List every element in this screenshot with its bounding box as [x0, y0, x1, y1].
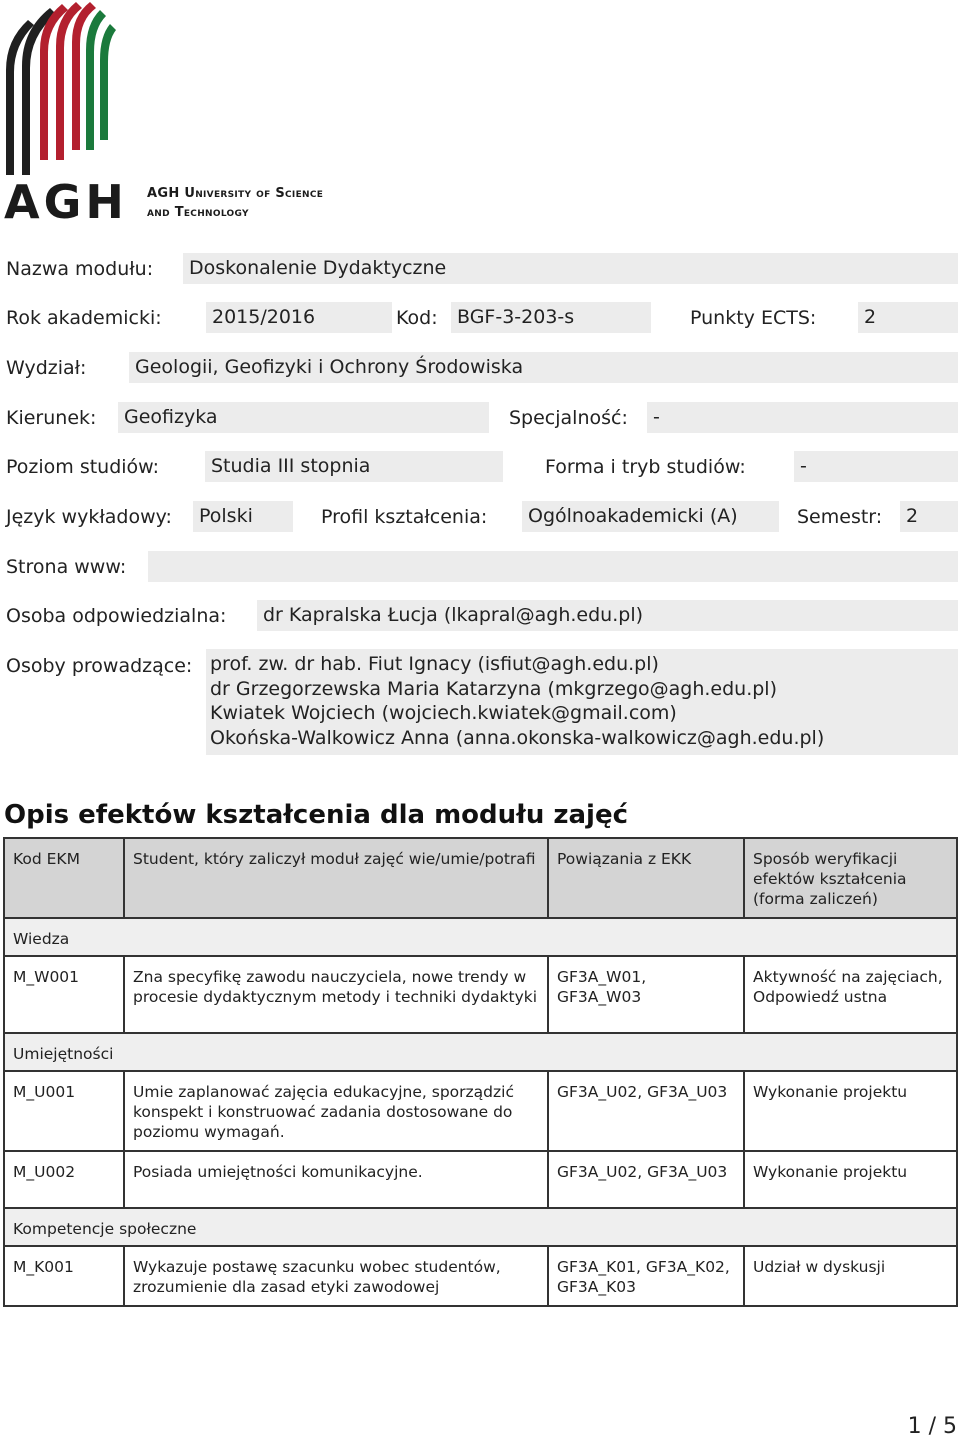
- field-of-study-value: Geofizyka: [118, 402, 489, 433]
- cell-code: M_W001: [4, 956, 124, 1033]
- field-of-study-label: Kierunek:: [6, 407, 97, 429]
- faculty-label: Wydział:: [6, 357, 87, 379]
- cell-ekk: GF3A_W01, GF3A_W03: [548, 956, 744, 1033]
- table-row: [4, 1071, 957, 1151]
- academic-year-value: 2015/2016: [206, 302, 392, 333]
- group-title: Umiejętności: [4, 1033, 957, 1071]
- instructor-4: Okońska-Walkowicz Anna (anna.okonska-walkowicz@agh.edu.pl): [210, 726, 825, 749]
- agh-logo-emblem: [0, 0, 130, 175]
- semester-value: 2: [900, 501, 958, 532]
- header-student: Student, który zaliczył moduł zajęć wie/umie/potrafi: [124, 838, 548, 918]
- cell-description: Wykazuje postawę szacunku wobec studentów, zrozumienie dla zasad etyki zawodowej: [124, 1246, 548, 1306]
- study-mode-value: -: [794, 451, 958, 482]
- code-value: BGF-3-203-s: [451, 302, 651, 333]
- page-number: 1 / 5: [907, 1414, 957, 1439]
- responsible-person-value: dr Kapralska Łucja (lkapral@agh.edu.pl): [257, 600, 958, 631]
- cell-verification: Udział w dyskusji: [744, 1246, 957, 1306]
- ects-label: Punkty ECTS:: [690, 307, 817, 329]
- instructor-3: Kwiatek Wojciech (wojciech.kwiatek@gmail.com): [210, 702, 677, 724]
- study-level-value: Studia III stopnia: [205, 451, 503, 482]
- group-row: [4, 1033, 957, 1071]
- website-label: Strona www:: [6, 556, 127, 578]
- academic-year-label: Rok akademicki:: [6, 307, 162, 329]
- logo-subtitle-line2: and Technology: [147, 205, 249, 220]
- group-title: Wiedza: [4, 918, 957, 956]
- header-kod: Kod EKM: [4, 838, 124, 918]
- profile-label: Profil kształcenia:: [321, 506, 488, 528]
- section-title: Opis efektów kształcenia dla modułu zajęć: [4, 800, 629, 830]
- table-row: [4, 1246, 957, 1306]
- study-mode-label: Forma i tryb studiów:: [545, 456, 746, 478]
- group-title: Kompetencje społeczne: [4, 1208, 957, 1246]
- agh-wordmark: AGH: [4, 175, 128, 229]
- instructor-1: prof. zw. dr hab. Fiut Ignacy (isfiut@agh.edu.pl): [210, 653, 659, 675]
- ects-value: 2: [858, 302, 958, 333]
- language-label: Język wykładowy:: [6, 506, 172, 528]
- cell-code: M_U001: [4, 1071, 124, 1151]
- table-row: [4, 1151, 957, 1208]
- cell-code: M_K001: [4, 1246, 124, 1306]
- cell-verification: Wykonanie projektu: [744, 1071, 957, 1151]
- header-ekk: Powiązania z EKK: [548, 838, 744, 918]
- learning-outcomes-table: [3, 837, 958, 1307]
- semester-label: Semestr:: [797, 506, 883, 528]
- cell-ekk: GF3A_K01, GF3A_K02, GF3A_K03: [548, 1246, 744, 1306]
- cell-verification: Aktywność na zajęciach, Odpowiedź ustna: [744, 956, 957, 1033]
- instructors-label: Osoby prowadzące:: [6, 655, 193, 677]
- module-name-label: Nazwa modułu:: [6, 258, 154, 280]
- module-name-value: Doskonalenie Dydaktyczne: [183, 253, 958, 284]
- instructor-2: dr Grzegorzewska Maria Katarzyna (mkgrzego@agh.edu.pl): [210, 677, 777, 700]
- study-level-label: Poziom studiów:: [6, 456, 160, 478]
- faculty-value: Geologii, Geofizyki i Ochrony Środowiska: [129, 352, 958, 383]
- group-row: [4, 918, 957, 956]
- table-row: [4, 956, 957, 1033]
- cell-description: Umie zaplanować zajęcia edukacyjne, sporządzić konspekt i konstruować zadania dostosowane do poziomu wymagań.: [124, 1071, 548, 1151]
- cell-code: M_U002: [4, 1151, 124, 1208]
- group-row: [4, 1208, 957, 1246]
- instructors-value: [206, 649, 958, 755]
- cell-description: Posiada umiejętności komunikacyjne.: [124, 1151, 548, 1208]
- responsible-person-label: Osoba odpowiedzialna:: [6, 605, 227, 627]
- header-weryfikacja: Sposób weryfikacji efektów kształcenia (forma zaliczeń): [744, 838, 957, 918]
- cell-verification: Wykonanie projektu: [744, 1151, 957, 1208]
- specialty-label: Specjalność:: [509, 407, 628, 429]
- website-value: [148, 551, 958, 582]
- table-header-row: [4, 838, 957, 918]
- specialty-value: -: [647, 402, 958, 433]
- code-label: Kod:: [396, 307, 438, 329]
- cell-description: Zna specyfikę zawodu nauczyciela, nowe trendy w procesie dydaktycznym metody i techniki dydaktyki: [124, 956, 548, 1033]
- cell-ekk: GF3A_U02, GF3A_U03: [548, 1151, 744, 1208]
- agh-logo: [0, 0, 360, 230]
- profile-value: Ogólnoakademicki (A): [522, 501, 779, 532]
- cell-ekk: GF3A_U02, GF3A_U03: [548, 1071, 744, 1151]
- language-value: Polski: [193, 501, 293, 532]
- logo-subtitle-line1: AGH University of Science: [147, 186, 324, 201]
